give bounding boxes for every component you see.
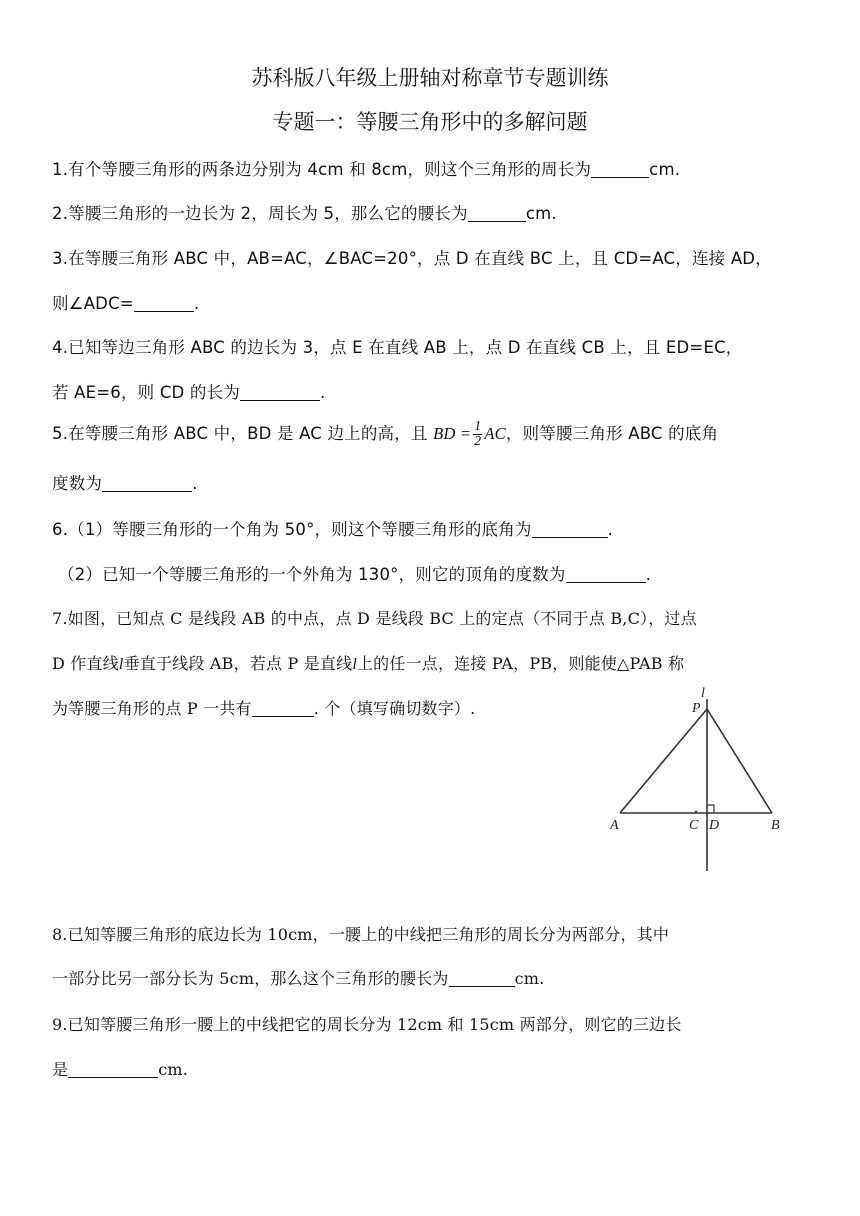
label-B: B [771, 818, 780, 833]
answer-blank [532, 519, 608, 538]
document-title: 苏科版八年级上册轴对称章节专题训练 [251, 66, 609, 90]
question-5-text: 5.在等腰三角形 ABC 中，BD 是 AC 边上的高，且 [52, 424, 428, 443]
answer-blank [240, 382, 320, 401]
question-7-text-c: 上的任一点，连接 PA，PB，则能使△PAB 称 [356, 654, 685, 673]
segment-PB [707, 709, 772, 813]
fraction-denominator: 2 [474, 434, 482, 449]
question-7-line-1: 7.如图，已知点 C 是线段 AB 的中点，点 D 是线段 BC 上的定点（不同于点 B,C），过点 [52, 609, 697, 628]
label-C: C [689, 818, 699, 833]
unit-label: cm. [649, 160, 681, 179]
question-9-line-1: 9.已知等腰三角形一腰上的中线把它的周长分为 12cm 和 15cm 两部分，则它的三边长 [52, 1015, 682, 1034]
label-P: P [692, 701, 701, 716]
label-D: D [709, 818, 720, 833]
label-A: A [610, 818, 619, 833]
question-5-tail: ，则等腰三角形 ABC 的底角 [505, 424, 719, 443]
question-6-part-1-text: 6.（1）等腰三角形的一个角为 50°，则这个等腰三角形的底角为 [52, 520, 532, 539]
question-7-text-a: D 作直线 [52, 654, 119, 673]
question-5-line-2 [52, 470, 812, 494]
question-4-prompt: 若 AE=6，则 CD 的长为 [52, 383, 240, 402]
question-6-part-1 [52, 516, 812, 540]
answer-blank [468, 203, 526, 222]
question-8-line-2 [52, 966, 812, 989]
answer-blank [449, 968, 515, 987]
unit-label: cm. [514, 969, 545, 988]
question-7-prompt: 为等腰三角形的点 P 一共有 [52, 699, 252, 718]
math-lhs: BD = [433, 424, 472, 443]
label-l: l [701, 686, 705, 701]
period: . [607, 520, 614, 539]
period: . [320, 383, 326, 402]
question-7-tail: . 个（填写确切数字）. [313, 699, 476, 718]
question-8-line-1: 8.已知等腰三角形的底边长为 10cm，一腰上的中线把三角形的周长分为两部分，其中 [52, 925, 670, 944]
question-5-line-1 [52, 420, 812, 449]
answer-blank [102, 473, 192, 492]
question-6-part-2 [58, 561, 818, 585]
question-7-text-b: 垂直于线段 AB，若点 P 是直线 [123, 654, 353, 673]
answer-blank [252, 698, 314, 717]
document-subtitle: 专题一：等腰三角形中的多解问题 [272, 110, 588, 134]
question-9-prompt: 是 [52, 1060, 69, 1079]
question-1-text: 1.有个等腰三角形的两条边分别为 4cm 和 8cm，则这个三角形的周长为 [52, 160, 592, 179]
question-6-part-2-text: （2）已知一个等腰三角形的一个外角为 130°，则它的顶角的度数为 [58, 565, 566, 584]
question-2 [52, 200, 812, 224]
math-rhs: AC [484, 424, 506, 443]
line-variable: l [118, 656, 124, 673]
period: . [645, 565, 652, 584]
answer-blank [134, 293, 194, 312]
question-3-line-1: 3.在等腰三角形 ABC 中，AB=AC，∠BAC=20°，点 D 在直线 BC 上，且 CD=AC，连接 AD， [52, 249, 772, 268]
point-C [695, 811, 698, 814]
answer-blank [68, 1059, 158, 1078]
period: . [192, 474, 198, 493]
fraction-numerator: 1 [474, 419, 482, 434]
unit-label: cm. [158, 1060, 189, 1079]
question-2-text: 2.等腰三角形的一边长为 2，周长为 5，那么它的腰长为 [52, 204, 468, 223]
triangle-figure [600, 685, 800, 875]
right-angle-mark [707, 805, 714, 813]
fraction-one-half [473, 420, 482, 449]
answer-blank [591, 159, 649, 178]
line-variable: l [352, 656, 357, 673]
unit-label: cm. [525, 204, 557, 223]
question-5-prompt: 度数为 [52, 474, 103, 493]
question-7-line-2 [52, 651, 812, 674]
question-3-prompt: 则∠ADC= [52, 294, 134, 313]
question-4-line-1: 4.已知等边三角形 ABC 的边长为 3，点 E 在直线 AB 上，点 D 在直线 CB 上，且 ED=EC， [52, 338, 743, 357]
period: . [193, 294, 200, 313]
question-4-line-2 [52, 379, 812, 403]
question-3-line-2 [52, 290, 812, 314]
question-1 [52, 156, 812, 180]
segment-PA [620, 709, 707, 813]
question-8-prompt: 一部分比另一部分长为 5cm，那么这个三角形的腰长为 [52, 969, 449, 988]
answer-blank [566, 564, 646, 583]
question-9-line-2 [52, 1057, 812, 1080]
